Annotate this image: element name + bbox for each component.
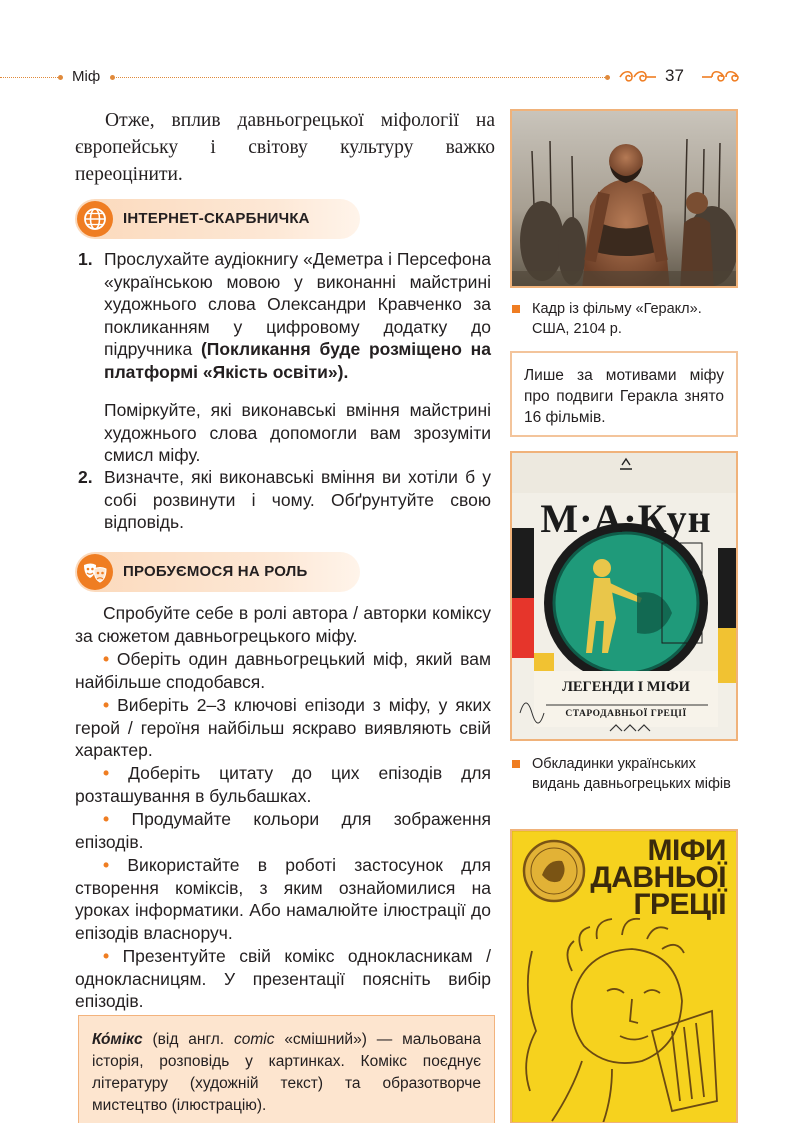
header-rule-left (0, 77, 58, 78)
film-still-caption: Кадр із фільму «Геракл». США, 2104 р. (532, 301, 702, 337)
caption-marker (512, 305, 520, 313)
task-text: Прослухайте аудіокнигу «Деметра і Персефона «українською мовою у виконанні майстрині художнього слова Олександри Кравченко за покликанням у цифровому додатку до підручника (104, 249, 491, 360)
book-subtitle: СТАРОДАВНЬОЇ ГРЕЦІЇ (565, 709, 687, 719)
book-title-line: ДАВНЬОЇ (590, 861, 726, 894)
role-bullet: • Виберіть 2–3 ключові епізоди з міфу, у яких герой / героїня найбільш яскраво виявляють свій характер. (75, 695, 491, 761)
globe-icon (77, 201, 113, 237)
intro-paragraph: Отже, вплив давньогрецької міфології на європейську і світову культуру важко переоцінити. (75, 110, 495, 185)
task-item-1-extra: Поміркуйте, які виконавські вміння майстрині художнього слова допомогли вам зрозуміти смисл міфу. (104, 400, 491, 466)
book-title-line: МІФИ (647, 834, 726, 867)
page-number: 37 (665, 66, 684, 85)
theater-masks-icon (77, 554, 113, 590)
covers-caption: Обкладинки українських видань давньогрецьких міфів (532, 756, 731, 792)
ornament-left-icon (618, 68, 658, 86)
role-bullet: • Використайте в роботі застосунок для створення коміксів, з яким ознайомилися на уроках інформатики. Або намалюйте ілюстрації до епізодів власноруч. (75, 855, 491, 943)
role-bullet: • Продумайте кольори для зображення епізодів. (75, 809, 491, 852)
caption-marker (512, 760, 520, 768)
item-number: 2. (78, 467, 93, 487)
section-header-internet (75, 199, 360, 239)
section-title: Міф (72, 68, 101, 85)
role-bullet: • Оберіть один давньогрецький міф, який вам найбільше сподобався. (75, 649, 491, 692)
section-title-internet: ІНТЕРНЕТ-СКАРБНИЧКА (123, 210, 310, 227)
header-dot (58, 75, 63, 80)
role-lead: Спробуйте себе в ролі автора / авторки коміксу за сюжетом давньогрецького міфу. (75, 603, 491, 646)
book-title: ЛЕГЕНДИ І МІФИ (562, 679, 690, 695)
book-author: М·А·Кун (540, 496, 712, 541)
definition-source-word: comic (233, 1031, 275, 1048)
task-link-note: (Покликання буде розміщено на платформі «Якість освіти»). (104, 339, 491, 382)
ornament-right-icon (700, 68, 740, 86)
section-title-role: ПРОБУЄМОСЯ НА РОЛЬ (123, 563, 308, 580)
header-rule (113, 77, 605, 78)
book-cover-kun (510, 451, 738, 741)
role-bullet: • Доберіть цитату до цих епізодів для розташування в бульбашках. (75, 763, 491, 806)
section-header-role (75, 552, 360, 592)
header-dot (605, 75, 610, 80)
book-title-line: ГРЕЦІЇ (633, 888, 726, 921)
role-bullet: • Презентуйте свій комікс однокласникам / однокласницям. У презентації поясніть вибір епізодів. (75, 946, 491, 1012)
item-number: 1. (78, 249, 93, 269)
task-item-1 (104, 248, 491, 384)
definition-term: Ко́мікс (92, 1031, 143, 1048)
book-cover-myths (510, 829, 738, 1123)
task-item-2: Визначте, які виконавські вміння ви хотіли б у собі розвинути і чому. Обґрунтуйте свою відповідь. (104, 467, 491, 533)
fact-box: Лише за мотивами міфу про подвиги Геракла знято 16 фільмів. (510, 351, 738, 437)
film-still-image (510, 109, 738, 288)
book-title-block (590, 834, 726, 921)
definition-box: Ко́мікс (від англ. comic «смішний») — мальована історія, розповідь у картинках. Комікс поєднує літературу (художній текст) та образотворче мистецтво (ілюстрацію). (78, 1015, 495, 1123)
